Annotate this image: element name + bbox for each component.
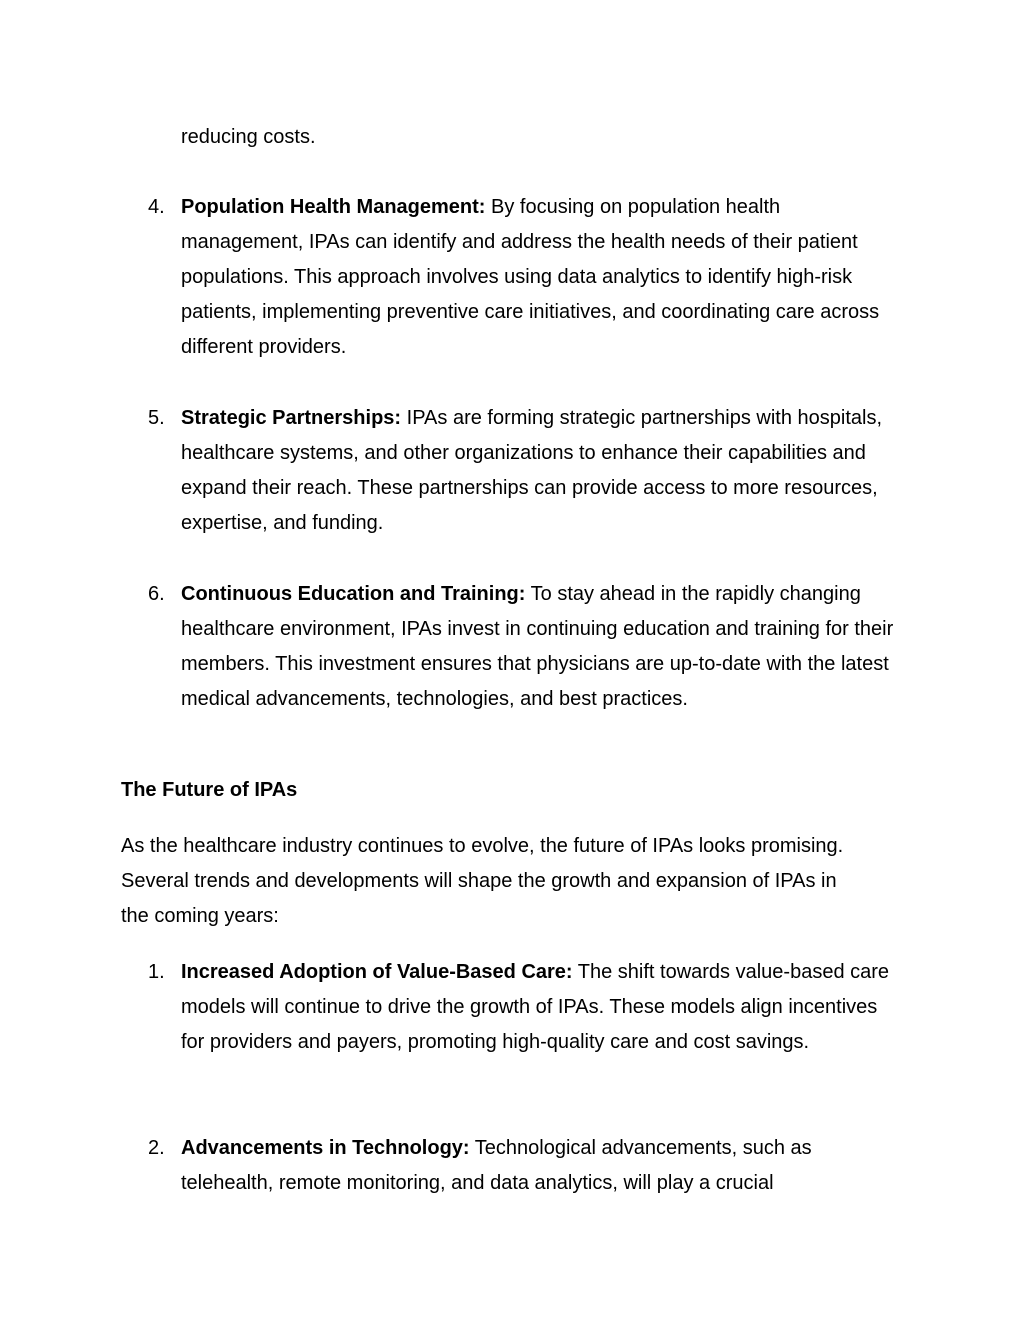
list-item-text: To stay ahead in the rapidly changing healthcare environment, IPAs invest in continuing education and training for their members. This investment ensures that physicians are up-to-date with the latest medical advancements, technologies, and best practices.	[181, 583, 894, 710]
list-item-text: By focusing on population health management, IPAs can identify and address the health needs of their patient populations. This approach involves using data analytics to identify high-risk patients, implementing preventive care initiatives, and coordinating care across different providers.	[181, 196, 880, 358]
list-item-body	[181, 1131, 901, 1201]
continuation-text: reducing costs.	[181, 126, 316, 148]
list-item-text: The shift towards value-based care models will continue to drive the growth of IPAs. These models align incentives for providers and payers, promoting high-quality care and cost savings.	[181, 961, 890, 1053]
list-item-body	[181, 401, 901, 541]
list-item-number: 4.	[148, 196, 165, 218]
list-item-title: Continuous Education and Training:	[181, 583, 526, 605]
list-item-body	[181, 955, 901, 1060]
list-item-body	[181, 190, 901, 365]
list-item-title: Strategic Partnerships:	[181, 407, 402, 429]
list-item-text: Technological advancements, such as telehealth, remote monitoring, and data analytics, will play a crucial	[181, 1137, 812, 1194]
list-item-number: 1.	[148, 961, 165, 983]
list-item-number: 5.	[148, 407, 165, 429]
list-item-title: Population Health Management:	[181, 196, 486, 218]
list-item-text: IPAs are forming strategic partnerships with hospitals, healthcare systems, and other organizations to enhance their capabilities and expand their reach. These partnerships can provide access to more resources, expertise, and funding.	[181, 407, 883, 534]
list-item-title: Increased Adoption of Value-Based Care:	[181, 961, 573, 983]
list-item-body	[181, 577, 901, 717]
list-item-title: Advancements in Technology:	[181, 1137, 470, 1159]
list-item-number: 2.	[148, 1137, 165, 1159]
intro-paragraph: As the healthcare industry continues to evolve, the future of IPAs looks promising. Several trends and developments will shape the growth and expansion of IPAs in the coming years:	[121, 835, 844, 927]
section-heading: The Future of IPAs	[121, 779, 298, 801]
list-item-number: 6.	[148, 583, 165, 605]
